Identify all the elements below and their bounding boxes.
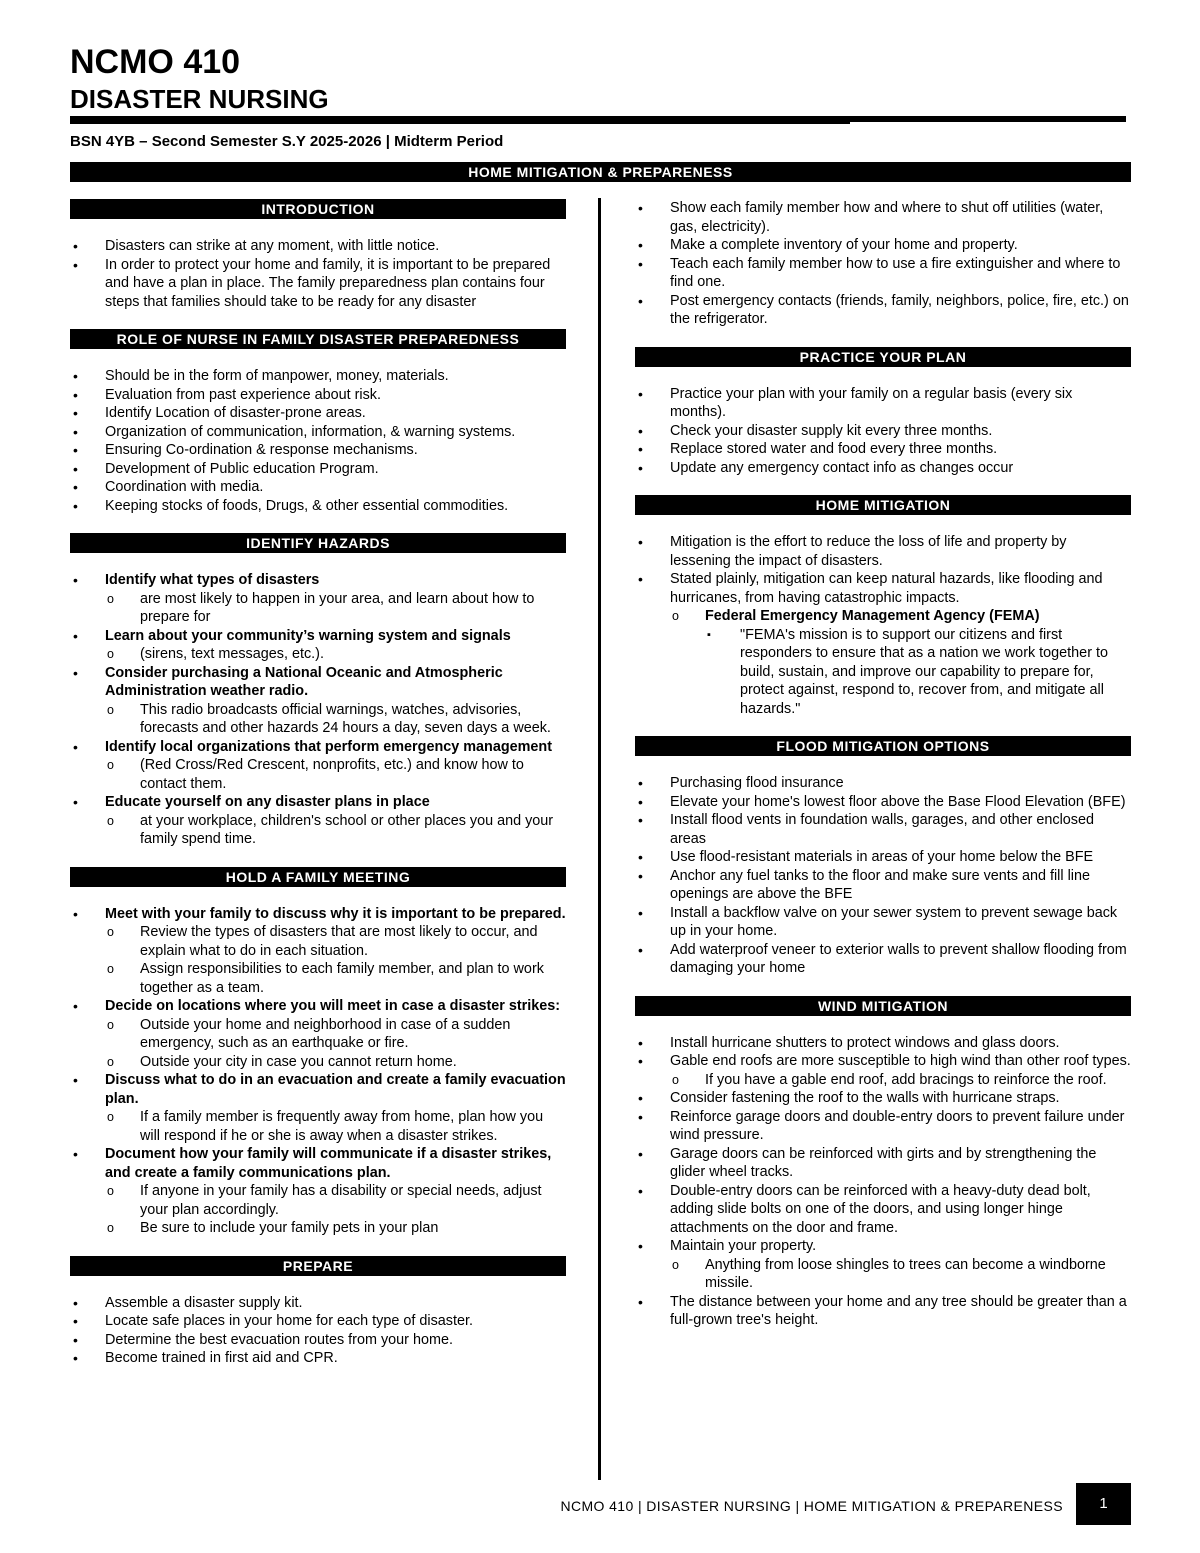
list-item (70, 664, 566, 738)
list-item: • Install a backflow valve on your sewer system to prevent sewage back up in your home. (635, 904, 1131, 941)
list-item: • Organization of communication, information, & warning systems. (70, 423, 566, 442)
sub-item: o Outside your city in case you cannot return home. (105, 1053, 566, 1072)
section-prepare-continued (635, 199, 1131, 329)
list-item: • Replace stored water and food every three months. (635, 440, 1131, 459)
list-item: • Become trained in first aid and CPR. (70, 1349, 566, 1368)
list-item: • Coordination with media. (70, 478, 566, 497)
section-practice-plan (635, 347, 1131, 478)
column-divider (598, 198, 601, 1480)
list-item (70, 997, 566, 1071)
list-item: • Assemble a disaster supply kit. (70, 1294, 566, 1313)
list-item: • Locate safe places in your home for each type of disaster. (70, 1312, 566, 1331)
fema-title: Federal Emergency Management Agency (FEMA) (705, 608, 1040, 624)
course-title: DISASTER NURSING (70, 84, 329, 114)
list-item: • Purchasing flood insurance (635, 774, 1131, 793)
sub-item: o Assign responsibilities to each family member, and plan to work together as a team. (105, 960, 566, 997)
bullet-list (70, 1294, 566, 1368)
bullet-list (635, 533, 1131, 718)
list-item (635, 1237, 1131, 1293)
list-item: • Garage doors can be reinforced with girts and by strengthening the glider wheel tracks. (635, 1145, 1131, 1182)
list-item (70, 738, 566, 794)
list-item: • Determine the best evacuation routes from your home. (70, 1331, 566, 1350)
left-column (70, 199, 566, 1368)
header-rule-thin (70, 122, 850, 124)
item-title: Discuss what to do in an evacuation and create a family evacuation plan. (105, 1072, 566, 1107)
right-column (635, 199, 1131, 1330)
item-title: Meet with your family to discuss why it is important to be prepared. (105, 905, 566, 922)
section-heading: HOME MITIGATION (635, 495, 1131, 515)
course-code: NCMO 410 (70, 43, 241, 81)
list-item: • Keeping stocks of foods, Drugs, & other essential commodities. (70, 497, 566, 516)
list-item: • Make a complete inventory of your home and property. (635, 236, 1131, 255)
section-heading: PREPARE (70, 1256, 566, 1276)
sub-item: o Be sure to include your family pets in your plan (105, 1219, 566, 1238)
bullet-list (635, 199, 1131, 329)
list-item: • Identify Location of disaster-prone areas. (70, 404, 566, 423)
item-text: Maintain your property. (670, 1238, 817, 1254)
list-item (635, 1052, 1131, 1089)
bullet-list (635, 774, 1131, 978)
sub-item (670, 607, 1131, 718)
bullet-list (70, 237, 566, 311)
list-item: • Mitigation is the effort to reduce the loss of life and property by lessening the impact of disasters. (635, 533, 1131, 570)
section-family-meeting (70, 867, 566, 1238)
list-item: • Reinforce garage doors and double-entry doors to prevent failure under wind pressure. (635, 1108, 1131, 1145)
section-heading: HOLD A FAMILY MEETING (70, 867, 566, 887)
list-item (70, 571, 566, 627)
list-item (70, 1145, 566, 1238)
fema-quote: ▪ "FEMA's mission is to support our citizens and first responders to ensure that as a nation we work together to build, sustain, and improve our capability to prepare for, protect against, respond to, recover from, and mitigate all hazards." (705, 626, 1131, 719)
list-item: • Add waterproof veneer to exterior walls to prevent shallow flooding from damaging your home (635, 941, 1131, 978)
section-heading: PRACTICE YOUR PLAN (635, 347, 1131, 367)
list-item: • Teach each family member how to use a fire extinguisher and where to find one. (635, 255, 1131, 292)
bullet-list (70, 905, 566, 1238)
topic-banner: HOME MITIGATION & PREPARENESS (70, 162, 1131, 182)
sub-item: o Review the types of disasters that are most likely to occur, and explain what to do in each situation. (105, 923, 566, 960)
sub-item: o are most likely to happen in your area, and learn about how to prepare for (105, 590, 566, 627)
footer-text: NCMO 410 | DISASTER NURSING | HOME MITIGATION & PREPARENESS (560, 1498, 1063, 1514)
list-item (70, 627, 566, 664)
list-item (70, 1071, 566, 1145)
section-introduction (70, 199, 566, 311)
item-title: Document how your family will communicate if a disaster strikes, and create a family communications plan. (105, 1146, 552, 1181)
list-item: • Show each family member how and where to shut off utilities (water, gas, electricity). (635, 199, 1131, 236)
list-item: • Should be in the form of manpower, money, materials. (70, 367, 566, 386)
sub-item: o This radio broadcasts official warnings, watches, advisories, forecasts and other hazards 24 hours a day, seven days a week. (105, 701, 566, 738)
item-title: Educate yourself on any disaster plans in place (105, 794, 430, 810)
list-item: • Update any emergency contact info as changes occur (635, 459, 1131, 478)
sub-item: o (Red Cross/Red Crescent, nonprofits, etc.) and know how to contact them. (105, 756, 566, 793)
item-title: Identify what types of disasters (105, 572, 320, 588)
list-item: • Use flood-resistant materials in areas of your home below the BFE (635, 848, 1131, 867)
section-role-of-nurse (70, 329, 566, 515)
sub-item: o (sirens, text messages, etc.). (105, 645, 566, 664)
item-title: Identify local organizations that perform emergency management (105, 738, 553, 755)
sub-item: o If anyone in your family has a disability or special needs, adjust your plan accordingly. (105, 1182, 566, 1219)
list-item: • Anchor any fuel tanks to the floor and make sure vents and fill line openings are above the BFE (635, 867, 1131, 904)
bullet-list (70, 571, 566, 849)
item-title: Consider purchasing a National Oceanic and Atmospheric Administration weather radio. (105, 664, 503, 699)
list-item: • Elevate your home's lowest floor above the Base Flood Elevation (BFE) (635, 793, 1131, 812)
list-item: • Evaluation from past experience about risk. (70, 386, 566, 405)
sub-item: o If a family member is frequently away from home, plan how you will respond if he or she is away when a disaster strikes. (105, 1108, 566, 1145)
course-meta: BSN 4YB – Second Semester S.Y 2025-2026 | Midterm Period (70, 133, 504, 150)
section-wind-mitigation (635, 996, 1131, 1330)
section-prepare (70, 1256, 566, 1368)
list-item: • Consider fastening the roof to the walls with hurricane straps. (635, 1089, 1131, 1108)
sub-item: o at your workplace, children's school or other places you and your family spend time. (105, 812, 566, 849)
section-flood-mitigation (635, 736, 1131, 978)
list-item (635, 570, 1131, 718)
bullet-list (635, 1034, 1131, 1330)
list-item: • Disasters can strike at any moment, with little notice. (70, 237, 566, 256)
list-item (70, 793, 566, 849)
section-home-mitigation (635, 495, 1131, 718)
list-item: • Practice your plan with your family on a regular basis (every six months). (635, 385, 1131, 422)
section-heading: INTRODUCTION (70, 199, 566, 219)
section-heading: ROLE OF NURSE IN FAMILY DISASTER PREPAREDNESS (70, 329, 566, 349)
list-item: • In order to protect your home and family, it is important to be prepared and have a plan in place. The family preparedness plan contains four steps that families should take to be ready for any disaster (70, 256, 566, 312)
sub-item: o If you have a gable end roof, add bracings to reinforce the roof. (670, 1071, 1131, 1090)
section-identify-hazards (70, 533, 566, 849)
list-item: • Install hurricane shutters to protect windows and glass doors. (635, 1034, 1131, 1053)
item-text: Gable end roofs are more susceptible to high wind than other roof types. (670, 1053, 1131, 1069)
section-heading: WIND MITIGATION (635, 996, 1131, 1016)
sub-item: o Anything from loose shingles to trees can become a windborne missile. (670, 1256, 1131, 1293)
item-title: Learn about your community’s warning system and signals (105, 627, 511, 644)
list-item: • Post emergency contacts (friends, family, neighbors, police, fire, etc.) on the refrigerator. (635, 292, 1131, 329)
bullet-list (635, 385, 1131, 478)
list-item: • The distance between your home and any tree should be greater than a full-grown tree's height. (635, 1293, 1131, 1330)
bullet-list (70, 367, 566, 515)
list-item: • Ensuring Co-ordination & response mechanisms. (70, 441, 566, 460)
list-item: • Double-entry doors can be reinforced with a heavy-duty dead bolt, adding slide bolts on one of the doors, and using longer hinge attachments on the door and frame. (635, 1182, 1131, 1238)
list-item: • Check your disaster supply kit every three months. (635, 422, 1131, 441)
section-heading: FLOOD MITIGATION OPTIONS (635, 736, 1131, 756)
list-item: • Install flood vents in foundation walls, garages, and other enclosed areas (635, 811, 1131, 848)
page-number: 1 (1076, 1483, 1131, 1525)
list-item: • Development of Public education Program. (70, 460, 566, 479)
item-text: Stated plainly, mitigation can keep natural hazards, like flooding and hurricanes, from having catastrophic impacts. (670, 571, 1103, 606)
item-title: Decide on locations where you will meet in case a disaster strikes: (105, 998, 561, 1014)
section-heading: IDENTIFY HAZARDS (70, 533, 566, 553)
sub-item: o Outside your home and neighborhood in case of a sudden emergency, such as an earthquake or fire. (105, 1016, 566, 1053)
list-item (70, 905, 566, 998)
